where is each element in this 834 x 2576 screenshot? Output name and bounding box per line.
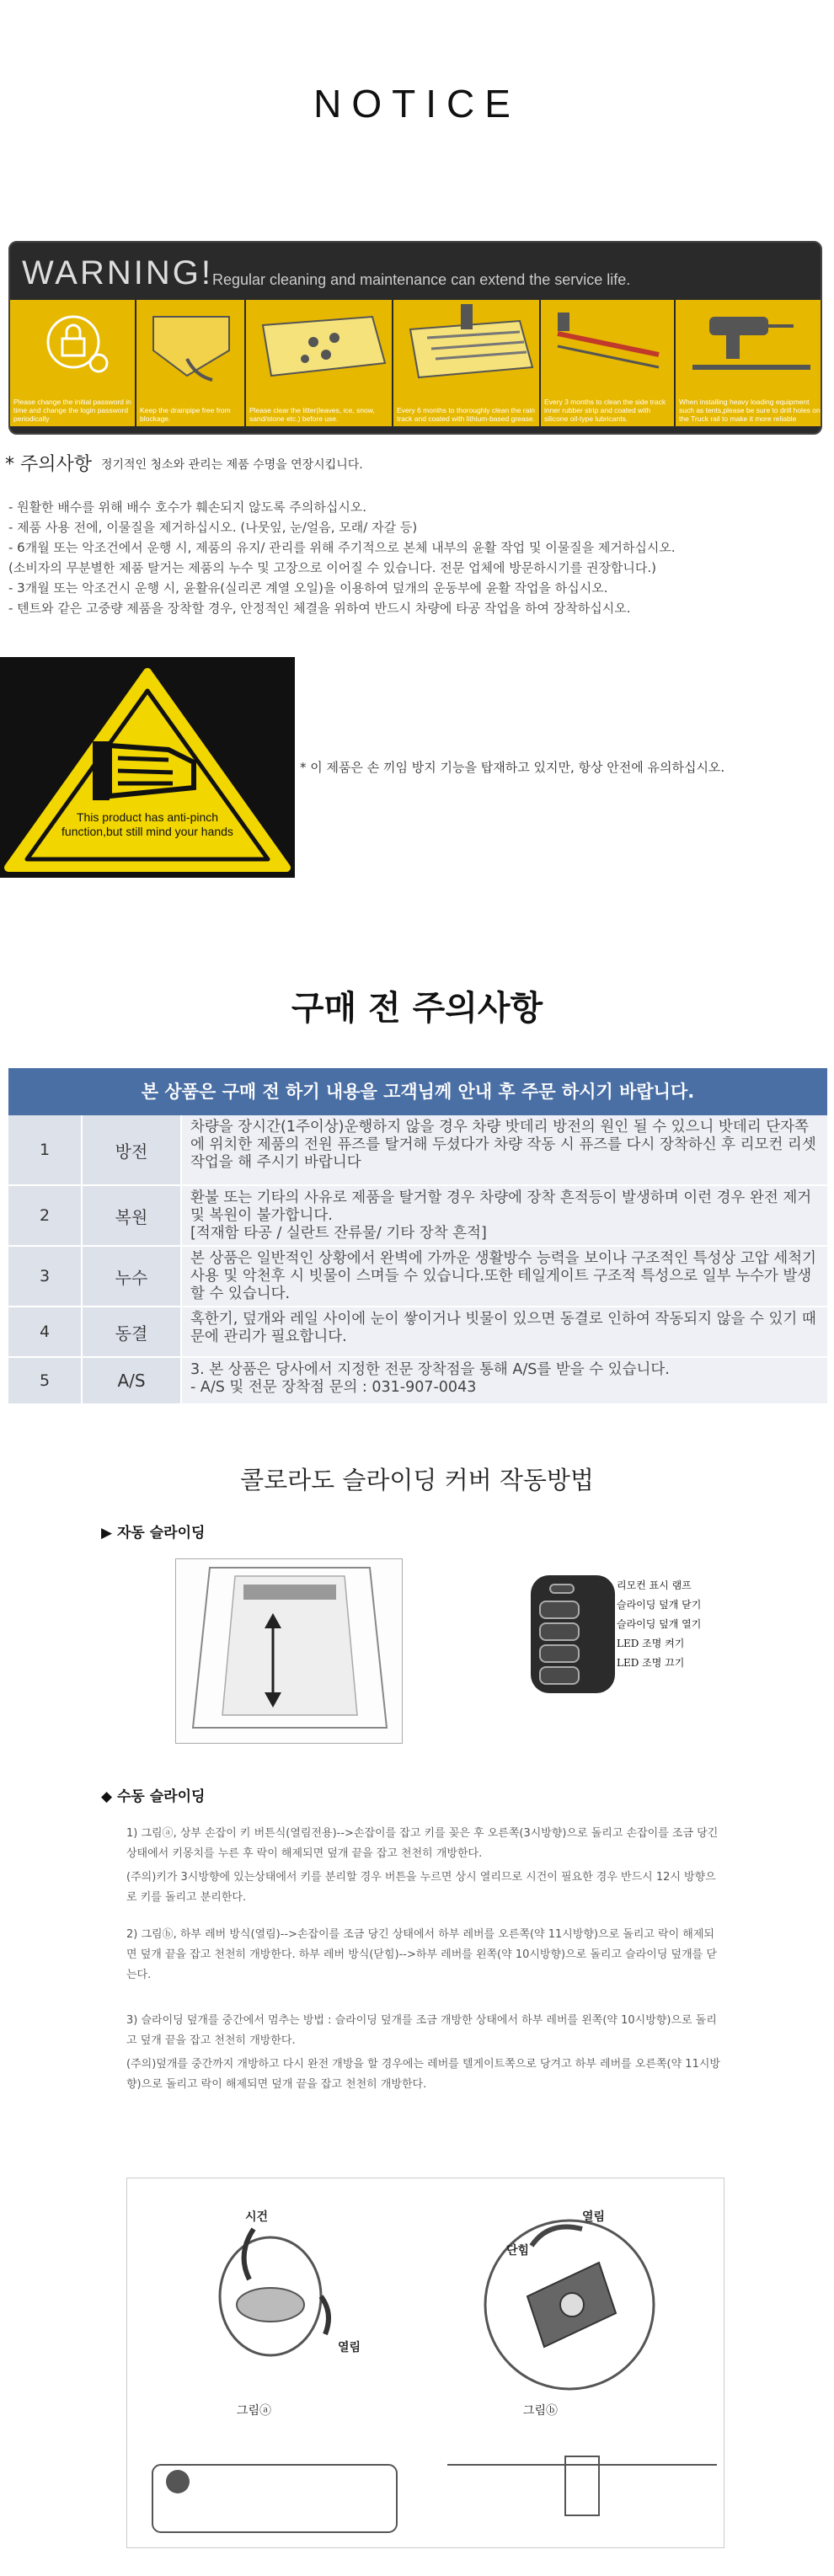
- remote-label: 슬라이딩 덮개 닫기: [617, 1599, 702, 1611]
- precaution-item: - 텐트와 같은 고중량 제품을 장착할 경우, 안정적인 체결을 위하여 반드시 차량에 타공 작업을 하여 장착하십시오.: [8, 601, 631, 616]
- row-number: 5: [8, 1358, 83, 1403]
- anti-pinch-sign-text: This product has anti-pinch function,but still mind your hands: [61, 810, 233, 838]
- lock-gear-icon: [10, 300, 136, 384]
- row-label: 복원: [83, 1186, 182, 1245]
- row-text: 환불 또는 기타의 사유로 제품을 탈거할 경우 차량에 장착 흔적등이 발생하며 이런 경우 완전 제거 및 복원이 불가합니다. [적재함 타공 / 실란트 잔류물/ 기타 장착 흔적]: [182, 1186, 827, 1245]
- row-text: 차량을 장시간(1주이상)운행하지 않을 경우 차량 밧데리 방전의 원인 될 수 있으니 밧데리 단자쪽에 위치한 제품의 전원 퓨즈를 탈거해 두셨다가 차량 작동 시 퓨즈를 다시 장착하신 후 리모컨 리셋 작업을 해 주시기 바랍니다: [182, 1115, 827, 1184]
- table-row: [8, 1115, 827, 1186]
- row-label: 동결: [83, 1307, 182, 1356]
- precaution-title: * 주의사항: [5, 454, 93, 475]
- anti-pinch-sign: [0, 657, 295, 878]
- warning-sticker-image: [8, 241, 822, 435]
- handle-figures: [126, 2178, 724, 2548]
- warning-panel-caption: Keep the drainpipe free from blockage.: [140, 406, 231, 423]
- instruction-paragraph: 2) 그림ⓑ, 하부 레버 방식(열림)-->손잡이를 조금 당긴 상태에서 하부 레버를 오른쪽(약 11시방향)으로 돌리고 락이 해제되면 덮개 끝을 잡고 천천히 개방한다. 하부 레버 방식(닫힘)-->하부 레버를 왼쪽(약 10시방향)으로 돌리고 슬라이딩 덮개를 닫는다.: [126, 1928, 717, 1981]
- auto-sliding-heading: ▶ 자동 슬라이딩: [101, 1525, 206, 1542]
- remote-label: 슬라이딩 덮개 열기: [617, 1618, 702, 1630]
- row-label: 방전: [83, 1115, 182, 1184]
- precaution-item: - 6개월 또는 악조건에서 운행 시, 제품의 유지/ 관리를 위해 주기적으로 본체 내부의 윤활 작업 및 이물질을 제거하십시오.: [8, 540, 676, 555]
- row-number: 4: [8, 1307, 83, 1356]
- fig-b-open-label: 열림: [582, 2210, 606, 2224]
- drill-icon: [676, 300, 822, 384]
- notice-title: NOTICE: [313, 82, 521, 126]
- table-row: [8, 1307, 827, 1358]
- warning-panel: [676, 300, 822, 426]
- row-text: 혹한기, 덮개와 레일 사이에 눈이 쌓이거나 빗물이 있으면 동결로 인하여 작동되지 않을 수 있기 때문에 관리가 필요합니다.: [182, 1307, 827, 1356]
- precaution-item: (소비자의 무분별한 제품 탈거는 제품의 누수 및 고장으로 이어질 수 있습니다. 전문 업체에 방문하시기를 권장합니다.): [8, 560, 657, 575]
- anti-pinch-note: * 이 제품은 손 끼임 방지 기능을 탑재하고 있지만, 항상 안전에 유의하십시오.: [300, 760, 725, 775]
- remote-button: [539, 1644, 580, 1663]
- warning-panel: [246, 300, 393, 426]
- pre-purchase-title: 구매 전 주의사항: [291, 989, 543, 1028]
- warning-title: WARNING!: [22, 254, 213, 291]
- row-number: 3: [8, 1247, 83, 1306]
- warning-triangle-icon: [0, 657, 295, 878]
- instruction-paragraph: (주의)덮개를 중간까지 개방하고 다시 완전 개방을 할 경우에는 레버를 텔게이트쪽으로 당겨고 하부 레버를 오른쪽(약 11시방향)으로 돌리고 락이 해제되면 덮개 끝을 잡고 천천히 개방한다.: [126, 2058, 720, 2091]
- precaution-title-text: 주의사항: [20, 454, 93, 475]
- warning-panel-caption: Please change the initial password in time and change the login password periodically: [13, 398, 131, 423]
- warning-panel: [10, 300, 136, 426]
- row-label: 누수: [83, 1247, 182, 1306]
- table-row: [8, 1186, 827, 1247]
- side-track-icon: [541, 300, 676, 384]
- warning-panel: [393, 300, 541, 426]
- warning-panel-caption: Please clear the litter(leaves, ice, snow, sand/stone etc.) before use.: [249, 406, 375, 423]
- precaution-item: - 원활한 배수를 위해 배수 호수가 훼손되지 않도록 주의하십시오.: [8, 500, 367, 515]
- drainpipe-icon: [136, 300, 246, 384]
- manual-title: 콜로라도 슬라이딩 커버 작동방법: [240, 1466, 594, 1494]
- manual-sliding-heading: ◆ 수동 슬라이딩: [101, 1788, 206, 1805]
- truck-bed-illustration: [175, 1558, 403, 1744]
- remote-label: LED 조명 끄기: [617, 1657, 685, 1669]
- precaution-item: - 3개월 또는 악조건시 운행 시, 윤활유(실리콘 계열 오일)을 이용하여 덮개의 운동부에 윤활 작업을 하십시오.: [8, 580, 608, 596]
- instruction-paragraph: 1) 그림ⓐ, 상부 손잡이 키 버튼식(열림전용)-->손잡이를 잡고 키를 꽂은 후 오른쪽(3시방향)으로 돌리고 손잡이를 조금 당긴 상태에서 키몽치를 누른 후 락이 해제되면 덮개 끝을 잡고 천천히 개방한다.: [126, 1827, 719, 1860]
- row-text: 3. 본 상품은 당사에서 지정한 전문 장착점을 통해 A/S를 받을 수 있습니다. - A/S 및 전문 장착점 문의 : 031-907-0043: [182, 1358, 827, 1403]
- warning-panel-caption: When installing heavy loading equipment such as tents,please be sure to drill holes on the Truck rail to make it more reliable: [679, 398, 821, 423]
- remote-button: [539, 1601, 580, 1619]
- fig-a-label: 그림ⓐ: [237, 2404, 272, 2418]
- remote-label: 리모컨 표시 램프: [617, 1579, 692, 1591]
- warning-panel: [136, 300, 246, 426]
- warning-panel-caption: Every 6 months to thoroughly clean the rain track and coated with lithium-based grease.: [397, 406, 535, 423]
- instruction-paragraph: (주의)키가 3시방향에 있는상태에서 키를 분리할 경우 버튼을 누르면 상시 열리므로 시건이 필요한 경우 반드시 12시 방향으로 키를 돌리고 분리한다.: [126, 1871, 716, 1904]
- warning-panel: [541, 300, 676, 426]
- table-header: 본 상품은 구매 전 하기 내용을 고객님께 안내 후 주문 하시기 바랍니다.: [8, 1068, 827, 1115]
- row-number: 1: [8, 1115, 83, 1184]
- precaution-item: - 제품 사용 전에, 이물질을 제거하십시오. (나뭇잎, 눈/얼음, 모래/ 자갈 등): [8, 520, 418, 535]
- tray-debris-icon: [246, 300, 393, 384]
- remote-button: [539, 1666, 580, 1685]
- fig-a-close-label: 시건: [245, 2210, 269, 2224]
- fig-a-open-label: 열림: [338, 2341, 361, 2354]
- row-text: 본 상품은 일반적인 상황에서 완벽에 가까운 생활방수 능력을 보이나 구조적인 특성상 고압 세척기 사용 및 악천후 시 빗물이 스며들 수 있습니다.또한 테일게이트 구조적 특성으로 일부 누수가 발생 할 수 있습니다.: [182, 1247, 827, 1306]
- row-number: 2: [8, 1186, 83, 1245]
- remote-button: [539, 1622, 580, 1641]
- fig-b-label: 그림ⓑ: [523, 2404, 559, 2418]
- remote-lamp: [549, 1584, 575, 1594]
- row-label: A/S: [83, 1358, 182, 1403]
- remote-label: LED 조명 켜기: [617, 1638, 685, 1649]
- instruction-paragraph: 3) 슬라이딩 덮개를 중간에서 멈추는 방법 : 슬라이딩 덮개를 조금 개방한 상태에서 하부 레버를 왼쪽(약 10시방향)으로 돌리고 덮개 끝을 잡고 천천히 개방한다.: [126, 2014, 717, 2047]
- rail-brush-icon: [393, 300, 541, 384]
- remote-control-image: [531, 1575, 615, 1693]
- table-row: [8, 1358, 827, 1405]
- table-row: [8, 1247, 827, 1307]
- manual-instructions: [126, 1824, 724, 2144]
- warning-subtitle: Regular cleaning and maintenance can extend the service life.: [212, 271, 631, 288]
- warning-panel-caption: Every 3 months to clean the side track inner rubber strip and coated with silicone oil-type lubricants.: [544, 398, 666, 423]
- precaution-subtitle: 정기적인 청소와 관리는 제품 수명을 연장시킵니다.: [101, 458, 363, 472]
- fig-b-close-label: 단힘: [506, 2244, 530, 2258]
